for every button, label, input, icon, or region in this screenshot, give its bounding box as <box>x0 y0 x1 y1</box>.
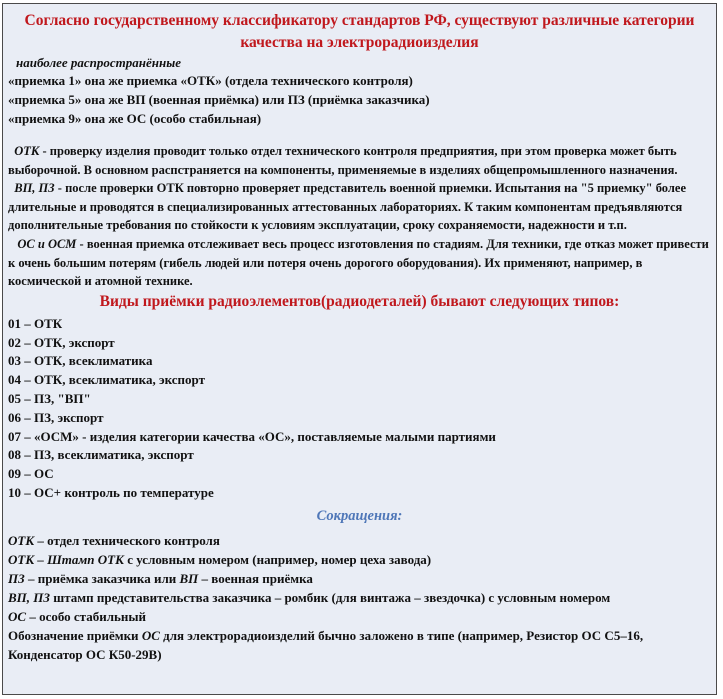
definition-term: ВП, ПЗ <box>14 181 55 196</box>
abbr-text: для электрорадиоизделий бычно заложено в типе (например, Резистор ОС С5–16, Конденсатор ОС К50-29В) <box>8 627 644 662</box>
page-title: Согласно государственному классификатору стандартов РФ, существуют различные категории качества на электрорадиоизделия <box>24 12 695 51</box>
definitions <box>8 142 711 291</box>
acceptance-item: «приемка 1» она же приемка «ОТК» (отдела технического контроля) <box>8 73 413 88</box>
acceptance-item: «приемка 5» она же ВП (военная приёмка) или ПЗ (приёмка заказчика) <box>8 92 430 107</box>
abbr-item <box>8 569 711 588</box>
definition-term: ОТК <box>14 144 40 158</box>
definition-text: - после проверки ОТК повторно проверяет представитель военной приемки. Испытания на "5 приемку" более длительные и проводятся в специализированных аттестованных лабораториях. К таким компонентам предъявляются дополнительные требования по стойкости к условиям эксплуатации, сроку сохраняемости, надежности и т.п. <box>8 181 686 233</box>
type-item: 05 – ПЗ, "ВП" <box>8 390 91 406</box>
acceptance-list <box>8 71 711 128</box>
abbr-text: штамп представительства заказчика – ромбик (для винтажа – звездочка) с условным номером <box>50 589 611 605</box>
definition-text: - военная приемка отслеживает весь процесс изготовления по стадиям. Для техники, где отказ может привести к очень большим потерям (гибель людей или потеря очень дорогого оборудования). Их применяют, например, в космической и атомной технике. <box>8 236 709 289</box>
abbr-text: – военная приёмка <box>198 570 313 586</box>
definition-text: - проверку изделия проводит только отдел технического контроля предприятия, при этом проверка может быть выборочной. В основном распстраняется на компоненты, применяемые в изделиях общепромышленного назначения. <box>8 144 678 177</box>
definition-term: ОС и ОСМ <box>17 236 77 251</box>
abbr-term: ПЗ <box>8 570 25 586</box>
abbr-term: ОС <box>8 608 27 624</box>
abbreviations-heading: Сокращения: <box>316 507 403 524</box>
abbr-term: ВП <box>179 570 199 586</box>
abbr-text: – приёмка заказчика или <box>24 570 180 586</box>
type-item: 08 – ПЗ, всеклиматика, экспорт <box>8 447 194 463</box>
abbr-text: Обозначение приёмки <box>8 627 142 643</box>
abbr-term: ОС <box>141 627 160 643</box>
abbr-term: ОТК – Штамп ОТК <box>8 551 124 567</box>
abbr-text: – особо стабильный <box>26 608 147 624</box>
abbr-item <box>8 531 711 550</box>
abbr-text: с условным номером (например, номер цеха завода) <box>123 551 432 567</box>
type-item: 02 – ОТК, экспорт <box>8 334 115 350</box>
types-list <box>8 315 711 503</box>
type-item: 04 – ОТК, всеклиматика, экспорт <box>8 372 205 388</box>
abbr-text: – отдел технического контроля <box>34 532 220 548</box>
abbr-item <box>8 550 711 569</box>
subtitle: наиболее распространённые <box>16 55 181 70</box>
type-item: 01 – ОТК <box>8 315 63 331</box>
type-item: 03 – ОТК, всеклиматика <box>8 353 153 369</box>
definition-vp-pz <box>8 179 711 235</box>
abbr-item <box>8 607 711 626</box>
abbr-term: ВП, ПЗ <box>8 589 51 605</box>
types-heading: Виды приёмки радиоэлементов(радиодеталей) бывают следующих типов: <box>99 292 620 310</box>
document-page <box>2 3 717 695</box>
type-item: 10 – ОС+ контроль по температуре <box>8 484 214 500</box>
spacer <box>8 128 711 142</box>
definition-os-osm <box>8 235 711 291</box>
abbr-term: ОТК <box>8 532 35 548</box>
type-item: 09 – ОС <box>8 466 54 482</box>
definition-otk <box>8 142 711 179</box>
type-item: 06 – ПЗ, экспорт <box>8 409 104 425</box>
abbreviations-list <box>8 531 711 664</box>
abbr-item <box>8 588 711 607</box>
type-item: 07 – «ОСМ» - изделия категории качества «ОС», поставляемые малыми партиями <box>8 428 496 444</box>
acceptance-item: «приемка 9» она же ОС (особо стабильная) <box>8 111 262 126</box>
abbr-note <box>8 626 711 664</box>
